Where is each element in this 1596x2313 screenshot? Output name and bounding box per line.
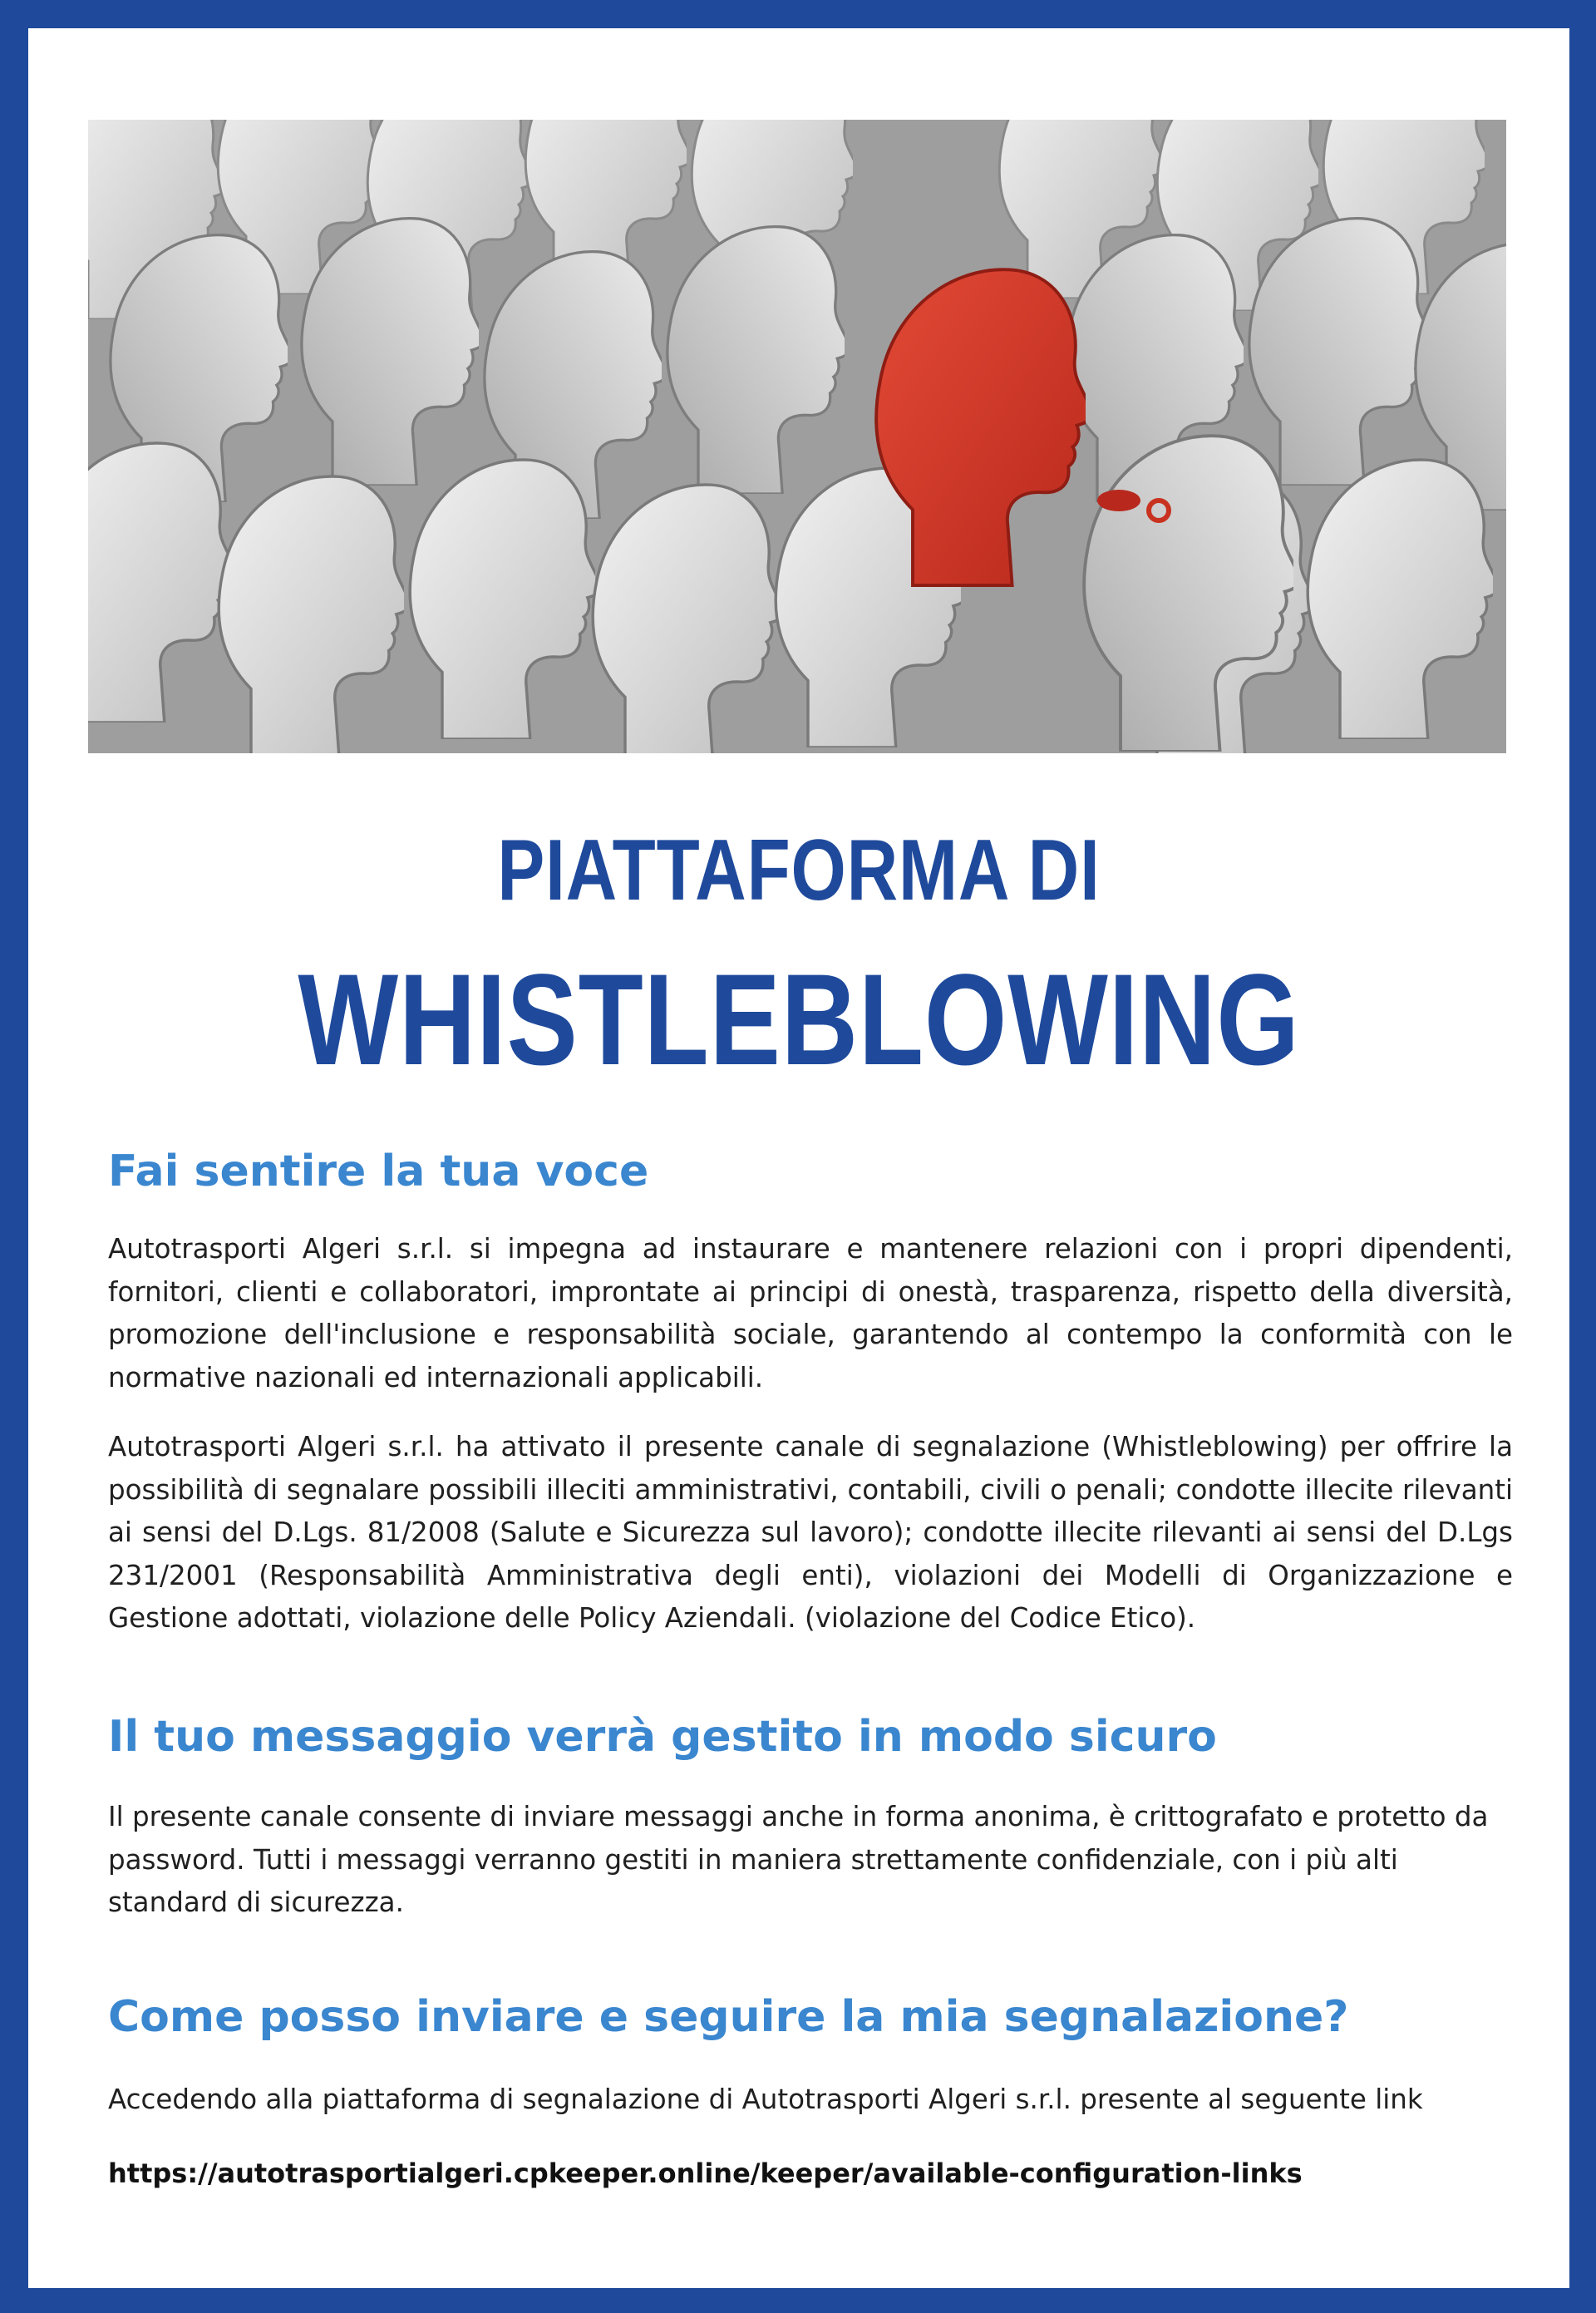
paragraph-security: Il presente canale consente di inviare messaggi anche in forma anonima, è crittografato e protetto da password. Tutti i messaggi verranno gestiti in maniera strettamente confidenziale, con i più alti standard di sicurezza. bbox=[108, 1801, 1489, 1918]
whistleblower-icon bbox=[88, 120, 1506, 753]
section-heading-voice: Fai sentire la tua voce bbox=[108, 1147, 649, 1196]
page-title-line2: WHISTLEBLOWING bbox=[298, 948, 1300, 1092]
hero-image bbox=[88, 120, 1506, 753]
page-title-line1: PIATTAFORMA DI bbox=[497, 822, 1101, 919]
section-heading-how-to: Come posso inviare e seguire la mia segnalazione? bbox=[108, 1992, 1349, 2042]
paragraph-channel: Autotrasporti Algeri s.r.l. ha attivato il presente canale di segnalazione (Whistleblowing) per offrire la possibilità di segnalare possibili illeciti amministrativi, contabili, civili o penali; condotte illecite rilevanti ai sensi del D.Lgs. 81/2008 (Salute e Sicurezza sul lavoro); condotte illecite rilevanti ai sensi del D.Lgs 231/2001 (Responsabilità Amministrativa degli enti), violazioni dei Modelli di Organizzazione e Gestione adottati, violazione delle Policy Aziendali. (violazione del Codice Etico). bbox=[108, 1431, 1513, 1634]
paragraph-access: Accedendo alla piattaforma di segnalazione di Autotrasporti Algeri s.r.l. presente al seguente link bbox=[108, 2084, 1423, 2115]
paragraph-commitment: Autotrasporti Algeri s.r.l. si impegna ad instaurare e mantenere relazioni con i propri dipendenti, fornitori, clienti e collaboratori, improntate ai principi di onestà, trasparenza, rispetto della diversità, promozione dell'inclusione e responsabilità sociale, garantendo al contempo la conformità con le normative nazionali ed internazionali applicabili. bbox=[108, 1233, 1513, 1393]
platform-link[interactable]: https://autotrasportialgeri.cpkeeper.online/keeper/available-configuration-links bbox=[108, 2158, 1303, 2189]
section-heading-security: Il tuo messaggio verrà gestito in modo sicuro bbox=[108, 1712, 1217, 1762]
poster bbox=[28, 28, 1569, 2288]
